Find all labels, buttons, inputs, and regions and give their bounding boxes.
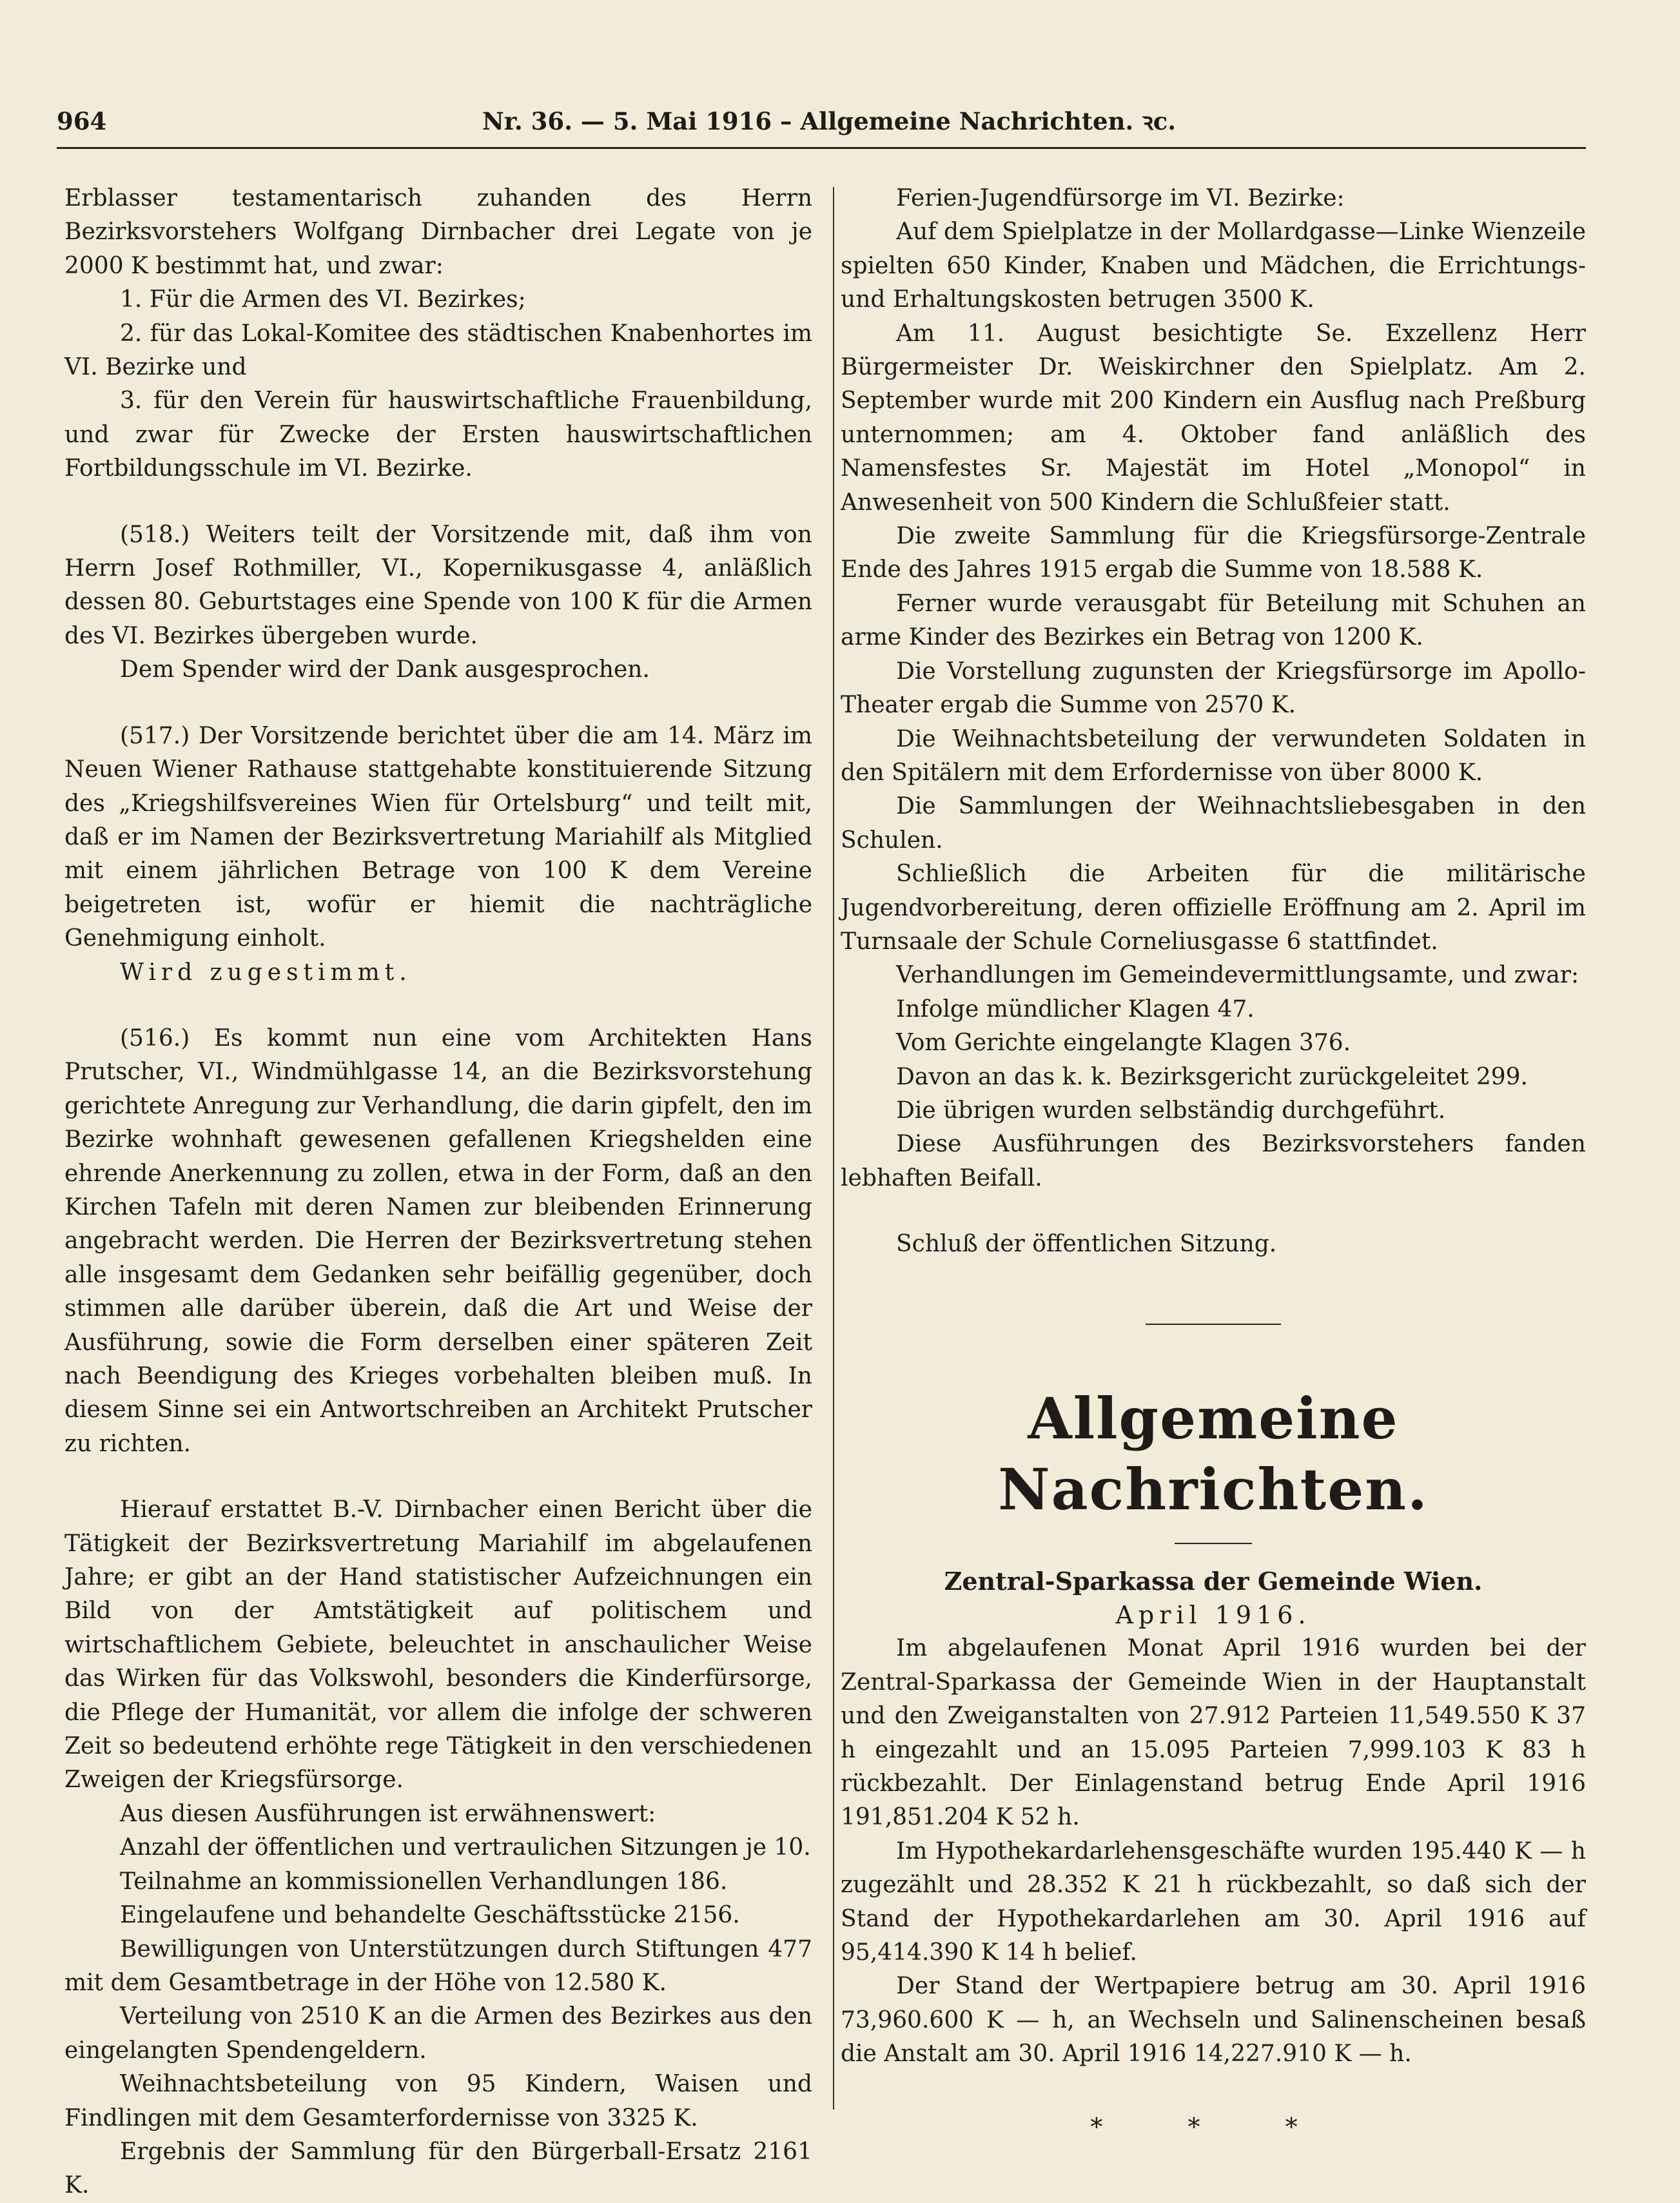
paragraph-schuhe: Ferner wurde verausgabt für Beteilung mit Schuhen an arme Kinder des Bezirkes ein Betrag von 1200 K. bbox=[841, 590, 1586, 651]
article-title: Zentral-Sparkassa der Gemeinde Wien. bbox=[944, 1566, 1483, 1596]
paragraph-beifall: Diese Ausführungen des Bezirksvorstehers fanden lebhaften Beifall. bbox=[841, 1131, 1586, 1191]
klagen-line: Vom Gerichte eingelangte Klagen 376. bbox=[896, 1030, 1351, 1057]
paragraph-bewilligungen: Bewilligungen von Unterstützungen durch Stiftungen 477 mit dem Gesamtbetrage in der Höhe von 12.580 K. bbox=[64, 1935, 812, 1996]
paragraph-jugend: Schließlich die Arbeiten für die militärische Jugendvorbereitung, deren offizielle Eröffnung am 2. April im Turnsaale der Schule Corneliusgasse 6 stattfindet. bbox=[841, 861, 1586, 955]
list-item: 3. für den Verein für hauswirtschaftliche Frauenbildung, und zwar für Zwecke der Ersten hauswirtschaftlichen Fortbildungsschule im VI. Bezirke. bbox=[64, 387, 812, 482]
page-header bbox=[57, 103, 1623, 142]
page-number: 964 bbox=[57, 107, 107, 135]
paragraph-verteilung: Verteilung von 2510 K an die Armen des Bezirkes aus den eingelangten Spendengeldern. bbox=[64, 2003, 812, 2064]
article-date: April 1916. bbox=[1115, 1601, 1311, 1629]
paragraph-liebesgaben: Die Sammlungen der Weihnachtsliebesgaben in den Schulen. bbox=[841, 793, 1586, 854]
paragraph-hypothek: Im Hypothekardarlehensgeschäfte wurden 195.440 K — h zugezählt und 28.352 K 21 h rückbezahlt, so daß sich der Stand der Hypothekardarlehen am 30. April 1916 auf 95,414.390 K 14 h belief. bbox=[841, 1837, 1586, 1966]
title-underline bbox=[1175, 1543, 1252, 1544]
right-column bbox=[841, 182, 1586, 2144]
paragraph-518: (518.) Weiters teilt der Vorsitzende mit, daß ihm von Herrn Josef Rothmiller, VI., Kopernikusgasse 4, anläßlich dessen 80. Geburtstages eine Spende von 100 K für die Armen des VI. Bezirkes übergeben wurde. bbox=[64, 521, 812, 649]
list-item: 2. für das Lokal-Komitee des städtischen Knabenhortes im VI. Bezirke und bbox=[64, 320, 812, 381]
left-column bbox=[64, 182, 812, 2203]
header-rule bbox=[57, 147, 1586, 149]
stat-line: Anzahl der öffentlichen und vertraulichen Sitzungen je 10. bbox=[120, 1834, 811, 1861]
section-divider bbox=[1146, 1324, 1281, 1325]
section-title: Allgemeine Nachrichten. bbox=[998, 1384, 1429, 1523]
paragraph-ferien: Ferien-Jugendfürsorge im VI. Bezirke: bbox=[896, 185, 1345, 211]
paragraph-518-dank: Dem Spender wird der Dank ausgesprochen. bbox=[120, 656, 650, 683]
klagen-line: Davon an das k. k. Bezirksgericht zurückgeleitet 299. bbox=[896, 1063, 1528, 1090]
paragraph-soldaten: Die Weihnachtsbeteilung der verwundeten Soldaten in den Spitälern mit dem Erfordernisse von über 8000 K. bbox=[841, 725, 1586, 786]
stat-line: Teilnahme an kommissionellen Verhandlungen 186. bbox=[120, 1868, 728, 1895]
paragraph-ergebnis: Ergebnis der Sammlung für den Bürgerball-Ersatz 2161 K. bbox=[64, 2138, 812, 2199]
column-divider bbox=[833, 187, 834, 2110]
paragraph-516: (516.) Es kommt nun eine vom Architekten Hans Prutscher, VI., Windmühlgasse 14, an die Bezirksvorstehung gerichtete Anregung zur Verhandlung, die darin gipfelt, den im Bezirke wohnhaft gewesenen gefallenen Kriegshelden eine ehrende Anerkennung zu zollen, etwa in der Form, daß an den Kirchen Tafeln mit deren Namen zur bleibenden Erinnerung angebracht werden. Die Herren der Bezirksvertretung stehen alle insgesamt dem Gedanken sehr beifällig gegenüber, doch stimmen alle darüber überein, daß die Art und Weise der Ausführung, sowie die Form derselben einer späteren Zeit nach Beendigung des Krieges vorbehalten bleiben muß. In diesem Sinne sei ein Antwortschreiben an Architekt Prutscher zu richten. bbox=[64, 1024, 812, 1457]
paragraph-erwaehnenswert: Aus diesen Ausführungen ist erwähnenswert: bbox=[120, 1800, 656, 1827]
paragraph-517-zustimmung: Wird zugestimmt. bbox=[120, 959, 412, 986]
paragraph-legate: Erblasser testamentarisch zuhanden des Herrn Bezirksvorstehers Wolfgang Dirnbacher drei Legate von je 2000 K bestimmt hat, und zwar: bbox=[64, 185, 812, 279]
paragraph-bericht: Hierauf erstattet B.-V. Dirnbacher einen Bericht über die Tätigkeit der Bezirksvertretung Mariahilf im abgelaufenen Jahre; er gibt an der Hand statistischer Aufzeichnungen ein Bild von der Amtstätigkeit auf politischem und wirtschaftlichem Gebiete, beleuchtet in anschaulicher Weise das Wirken für das Volkswohl, besonders die Kinderfürsorge, die Pflege der Humanität, vor allem die infolge der schweren Zeit so bedeutend erhöhte rege Tätigkeit in den verschiedenen Zweigen der Kriegsfürsorge. bbox=[64, 1496, 812, 1794]
paragraph-wertpapiere: Der Stand der Wertpapiere betrug am 30. April 1916 73,960.600 K — h, an Wechseln und Salinenscheinen besaß die Anstalt am 30. April 1916 14,227.910 K — h. bbox=[841, 1973, 1586, 2068]
running-head: Nr. 36. — 5. Mai 1916 – Allgemeine Nachrichten. ꝛc. bbox=[482, 107, 1177, 135]
stat-line: Eingelaufene und behandelte Geschäftsstücke 2156. bbox=[120, 1902, 740, 1929]
paragraph-517: (517.) Der Vorsitzende berichtet über die am 14. März im Neuen Wiener Rathause stattgehabte konstituierende Sitzung des „Kriegshilfsvereines Wien für Ortelsburg“ und teilt mit, daß er im Namen der Bezirksvertretung Mariahilf als Mitglied mit einem jährlichen Betrage von 100 K dem Vereine beigetreten ist, wofür er hiemit die nachträgliche Genehmigung einholt. bbox=[64, 722, 812, 952]
paragraph-verhandlungen: Verhandlungen im Gemeindevermittlungsamte, und zwar: bbox=[896, 962, 1579, 989]
list-item: 1. Für die Armen des VI. Bezirkes; bbox=[120, 286, 526, 313]
paragraph-weihnacht: Weihnachtsbeteilung von 95 Kindern, Waisen und Findlingen mit dem Gesamterfordernisse von 3325 K. bbox=[64, 2071, 812, 2131]
paragraph-august: Am 11. August besichtigte Se. Exzellenz Herr Bürgermeister Dr. Weiskirchner den Spielplatz. Am 2. September wurde mit 200 Kindern ein Ausflug nach Preßburg unternommen; am 4. Oktober fand anläßlich des Namensfestes Sr. Majestät im Hotel „Monopol“ in Anwesenheit von 500 Kindern die Schlußfeier statt. bbox=[841, 320, 1586, 516]
klagen-line: Infolge mündlicher Klagen 47. bbox=[896, 995, 1255, 1023]
paragraph-monat: Im abgelaufenen Monat April 1916 wurden bei der Zentral-Sparkassa der Gemeinde Wien in der Hauptanstalt und den Zweiganstalten von 27.912 Parteien 11,549.550 K 37 h eingezahlt und an 15.095 Parteien 7,999.103 K 83 h rückbezahlt. Der Einlagenstand betrug Ende April 1916 191,851.204 K 52 h. bbox=[841, 1635, 1586, 1831]
asterism: * * * bbox=[1090, 2112, 1336, 2141]
paragraph-spielplatz: Auf dem Spielplatze in der Mollardgasse—Linke Wienzeile spielten 650 Kinder, Knaben und Mädchen, die Errichtungs- und Erhaltungskosten betrugen 3500 K. bbox=[841, 219, 1586, 313]
klagen-line: Die übrigen wurden selbständig durchgeführt. bbox=[896, 1097, 1446, 1124]
paragraph-schluss: Schluß der öffentlichen Sitzung. bbox=[896, 1231, 1277, 1258]
paragraph-sammlung: Die zweite Sammlung für die Kriegsfürsorge-Zentrale Ende des Jahres 1915 ergab die Summe von 18.588 K. bbox=[841, 523, 1586, 583]
paragraph-apollo: Die Vorstellung zugunsten der Kriegsfürsorge im Apollo-Theater ergab die Summe von 2570 K. bbox=[841, 658, 1586, 719]
